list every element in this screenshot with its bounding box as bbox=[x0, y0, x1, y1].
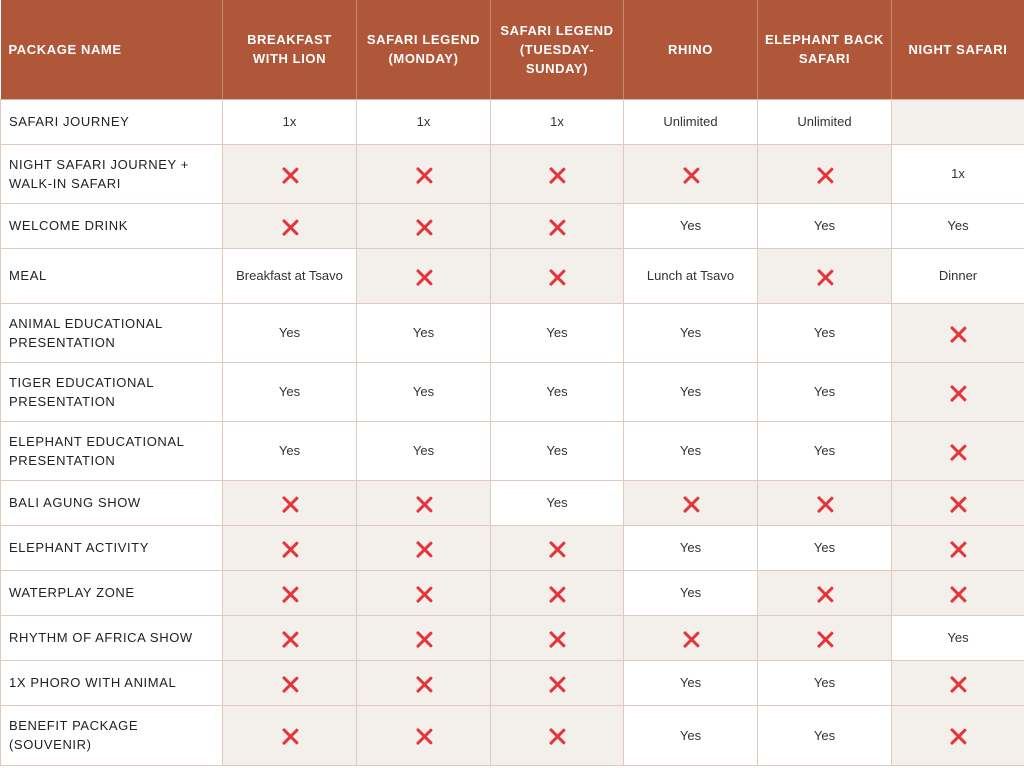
cross-icon bbox=[282, 631, 298, 647]
cell-rhino: Yes bbox=[624, 362, 758, 421]
cross-icon bbox=[950, 444, 966, 460]
cell-elephant-back-safari bbox=[758, 144, 892, 203]
cell-safari-legend-tuesday-sunday bbox=[491, 705, 624, 765]
cell-safari-legend-tuesday-sunday bbox=[491, 144, 624, 203]
cell-safari-legend-monday: 1x bbox=[357, 99, 491, 144]
cross-icon bbox=[416, 586, 432, 602]
header-breakfast-with-lion: BREAKFAST WITH LION bbox=[223, 0, 357, 99]
cell-elephant-back-safari bbox=[758, 480, 892, 525]
cell-night-safari bbox=[892, 303, 1024, 362]
cell-safari-legend-monday bbox=[357, 203, 491, 248]
cross-icon bbox=[950, 496, 966, 512]
table-row bbox=[1, 660, 1024, 705]
cross-icon bbox=[549, 586, 565, 602]
row-label: WATERPLAY ZONE bbox=[1, 570, 223, 615]
cross-icon bbox=[683, 631, 699, 647]
cell-breakfast-with-lion bbox=[223, 705, 357, 765]
cell-breakfast-with-lion bbox=[223, 144, 357, 203]
cross-icon bbox=[549, 631, 565, 647]
cross-icon bbox=[282, 496, 298, 512]
cell-breakfast-with-lion bbox=[223, 660, 357, 705]
cell-rhino bbox=[624, 615, 758, 660]
cell-safari-legend-monday: Yes bbox=[357, 303, 491, 362]
row-label: ELEPHANT ACTIVITY bbox=[1, 525, 223, 570]
cell-elephant-back-safari: Yes bbox=[758, 421, 892, 480]
header-safari-legend-monday: SAFARI LEGEND (MONDAY) bbox=[357, 0, 491, 99]
table-row bbox=[1, 303, 1024, 362]
cross-icon bbox=[282, 728, 298, 744]
cell-elephant-back-safari: Yes bbox=[758, 303, 892, 362]
cross-icon bbox=[950, 326, 966, 342]
cross-icon bbox=[549, 541, 565, 557]
cell-elephant-back-safari: Yes bbox=[758, 362, 892, 421]
row-label: ELEPHANT EDUCATIONAL PRESENTATION bbox=[1, 421, 223, 480]
cell-safari-legend-tuesday-sunday bbox=[491, 248, 624, 303]
cell-night-safari: 1x bbox=[892, 144, 1024, 203]
cell-breakfast-with-lion bbox=[223, 570, 357, 615]
cell-elephant-back-safari: Yes bbox=[758, 660, 892, 705]
cross-icon bbox=[282, 219, 298, 235]
cell-safari-legend-tuesday-sunday: Yes bbox=[491, 421, 624, 480]
cell-rhino: Yes bbox=[624, 203, 758, 248]
row-label: MEAL bbox=[1, 248, 223, 303]
cell-elephant-back-safari: Unlimited bbox=[758, 99, 892, 144]
row-label: BALI AGUNG SHOW bbox=[1, 480, 223, 525]
header-safari-legend-tuesday-sunday: SAFARI LEGEND (TUESDAY-SUNDAY) bbox=[491, 0, 624, 99]
table-row bbox=[1, 421, 1024, 480]
cell-elephant-back-safari bbox=[758, 615, 892, 660]
header-elephant-back-safari: ELEPHANT BACK SAFARI bbox=[758, 0, 892, 99]
cell-safari-legend-tuesday-sunday: 1x bbox=[491, 99, 624, 144]
cross-icon bbox=[416, 496, 432, 512]
cell-rhino bbox=[624, 144, 758, 203]
cross-icon bbox=[817, 167, 833, 183]
cross-icon bbox=[416, 541, 432, 557]
cell-safari-legend-monday bbox=[357, 144, 491, 203]
cell-safari-legend-monday: Yes bbox=[357, 421, 491, 480]
cell-safari-legend-monday: Yes bbox=[357, 362, 491, 421]
cross-icon bbox=[950, 728, 966, 744]
cell-breakfast-with-lion: Breakfast at Tsavo bbox=[223, 248, 357, 303]
cell-rhino: Yes bbox=[624, 570, 758, 615]
cell-safari-legend-monday bbox=[357, 705, 491, 765]
cell-breakfast-with-lion: Yes bbox=[223, 303, 357, 362]
cell-safari-legend-monday bbox=[357, 615, 491, 660]
row-label: RHYTHM OF AFRICA SHOW bbox=[1, 615, 223, 660]
cross-icon bbox=[683, 496, 699, 512]
cell-night-safari: Dinner bbox=[892, 248, 1024, 303]
table-row bbox=[1, 705, 1024, 765]
cell-safari-legend-monday bbox=[357, 248, 491, 303]
cross-icon bbox=[282, 167, 298, 183]
cross-icon bbox=[950, 676, 966, 692]
row-label: TIGER EDUCATIONAL PRESENTATION bbox=[1, 362, 223, 421]
table-row bbox=[1, 203, 1024, 248]
cell-safari-legend-monday bbox=[357, 525, 491, 570]
cross-icon bbox=[282, 586, 298, 602]
cross-icon bbox=[282, 541, 298, 557]
cell-breakfast-with-lion bbox=[223, 525, 357, 570]
cell-rhino: Yes bbox=[624, 660, 758, 705]
table-row bbox=[1, 525, 1024, 570]
cross-icon bbox=[282, 676, 298, 692]
cell-elephant-back-safari: Yes bbox=[758, 203, 892, 248]
cell-rhino bbox=[624, 480, 758, 525]
cross-icon bbox=[549, 269, 565, 285]
cell-safari-legend-tuesday-sunday bbox=[491, 203, 624, 248]
cross-icon bbox=[549, 219, 565, 235]
header-night-safari: NIGHT SAFARI bbox=[892, 0, 1024, 99]
cell-safari-legend-tuesday-sunday bbox=[491, 570, 624, 615]
cross-icon bbox=[817, 586, 833, 602]
cell-night-safari bbox=[892, 570, 1024, 615]
cell-rhino: Yes bbox=[624, 705, 758, 765]
cell-rhino: Yes bbox=[624, 525, 758, 570]
cross-icon bbox=[549, 167, 565, 183]
cross-icon bbox=[817, 269, 833, 285]
header-row bbox=[1, 0, 1024, 99]
table-row bbox=[1, 570, 1024, 615]
cell-safari-legend-monday bbox=[357, 570, 491, 615]
cell-rhino: Yes bbox=[624, 421, 758, 480]
cell-safari-legend-tuesday-sunday: Yes bbox=[491, 303, 624, 362]
table-row bbox=[1, 615, 1024, 660]
row-label: 1X PHORO WITH ANIMAL bbox=[1, 660, 223, 705]
cell-safari-legend-tuesday-sunday bbox=[491, 660, 624, 705]
cross-icon bbox=[549, 728, 565, 744]
cell-breakfast-with-lion bbox=[223, 203, 357, 248]
cell-rhino: Yes bbox=[624, 303, 758, 362]
cell-rhino: Unlimited bbox=[624, 99, 758, 144]
cross-icon bbox=[817, 496, 833, 512]
cell-elephant-back-safari: Yes bbox=[758, 525, 892, 570]
cell-elephant-back-safari: Yes bbox=[758, 705, 892, 765]
header-rhino: RHINO bbox=[624, 0, 758, 99]
table-row bbox=[1, 480, 1024, 525]
cross-icon bbox=[416, 269, 432, 285]
cell-night-safari bbox=[892, 525, 1024, 570]
cell-breakfast-with-lion: Yes bbox=[223, 421, 357, 480]
cell-breakfast-with-lion: 1x bbox=[223, 99, 357, 144]
cell-night-safari bbox=[892, 362, 1024, 421]
cross-icon bbox=[416, 167, 432, 183]
cell-night-safari bbox=[892, 480, 1024, 525]
cell-safari-legend-tuesday-sunday: Yes bbox=[491, 480, 624, 525]
cross-icon bbox=[683, 167, 699, 183]
table-row bbox=[1, 248, 1024, 303]
row-label: BENEFIT PACKAGE (SOUVENIR) bbox=[1, 705, 223, 765]
row-label: WELCOME DRINK bbox=[1, 203, 223, 248]
cell-night-safari bbox=[892, 99, 1024, 144]
cell-safari-legend-tuesday-sunday bbox=[491, 525, 624, 570]
cross-icon bbox=[950, 385, 966, 401]
cross-icon bbox=[817, 631, 833, 647]
cell-night-safari: Yes bbox=[892, 615, 1024, 660]
table-row bbox=[1, 99, 1024, 144]
cross-icon bbox=[950, 586, 966, 602]
table-row bbox=[1, 362, 1024, 421]
cell-breakfast-with-lion: Yes bbox=[223, 362, 357, 421]
cross-icon bbox=[416, 631, 432, 647]
row-label: NIGHT SAFARI JOURNEY + WALK-IN SAFARI bbox=[1, 144, 223, 203]
cell-rhino: Lunch at Tsavo bbox=[624, 248, 758, 303]
row-label: ANIMAL EDUCATIONAL PRESENTATION bbox=[1, 303, 223, 362]
cross-icon bbox=[549, 676, 565, 692]
cell-night-safari bbox=[892, 660, 1024, 705]
row-label: SAFARI JOURNEY bbox=[1, 99, 223, 144]
cell-breakfast-with-lion bbox=[223, 615, 357, 660]
cell-safari-legend-tuesday-sunday: Yes bbox=[491, 362, 624, 421]
table-row bbox=[1, 144, 1024, 203]
cell-night-safari bbox=[892, 421, 1024, 480]
cell-safari-legend-monday bbox=[357, 480, 491, 525]
cell-breakfast-with-lion bbox=[223, 480, 357, 525]
cell-safari-legend-monday bbox=[357, 660, 491, 705]
cross-icon bbox=[416, 219, 432, 235]
cell-night-safari bbox=[892, 705, 1024, 765]
cross-icon bbox=[416, 676, 432, 692]
cross-icon bbox=[950, 541, 966, 557]
cell-elephant-back-safari bbox=[758, 570, 892, 615]
cell-night-safari: Yes bbox=[892, 203, 1024, 248]
cross-icon bbox=[416, 728, 432, 744]
header-package-name: PACKAGE NAME bbox=[1, 0, 223, 99]
cell-elephant-back-safari bbox=[758, 248, 892, 303]
cell-safari-legend-tuesday-sunday bbox=[491, 615, 624, 660]
